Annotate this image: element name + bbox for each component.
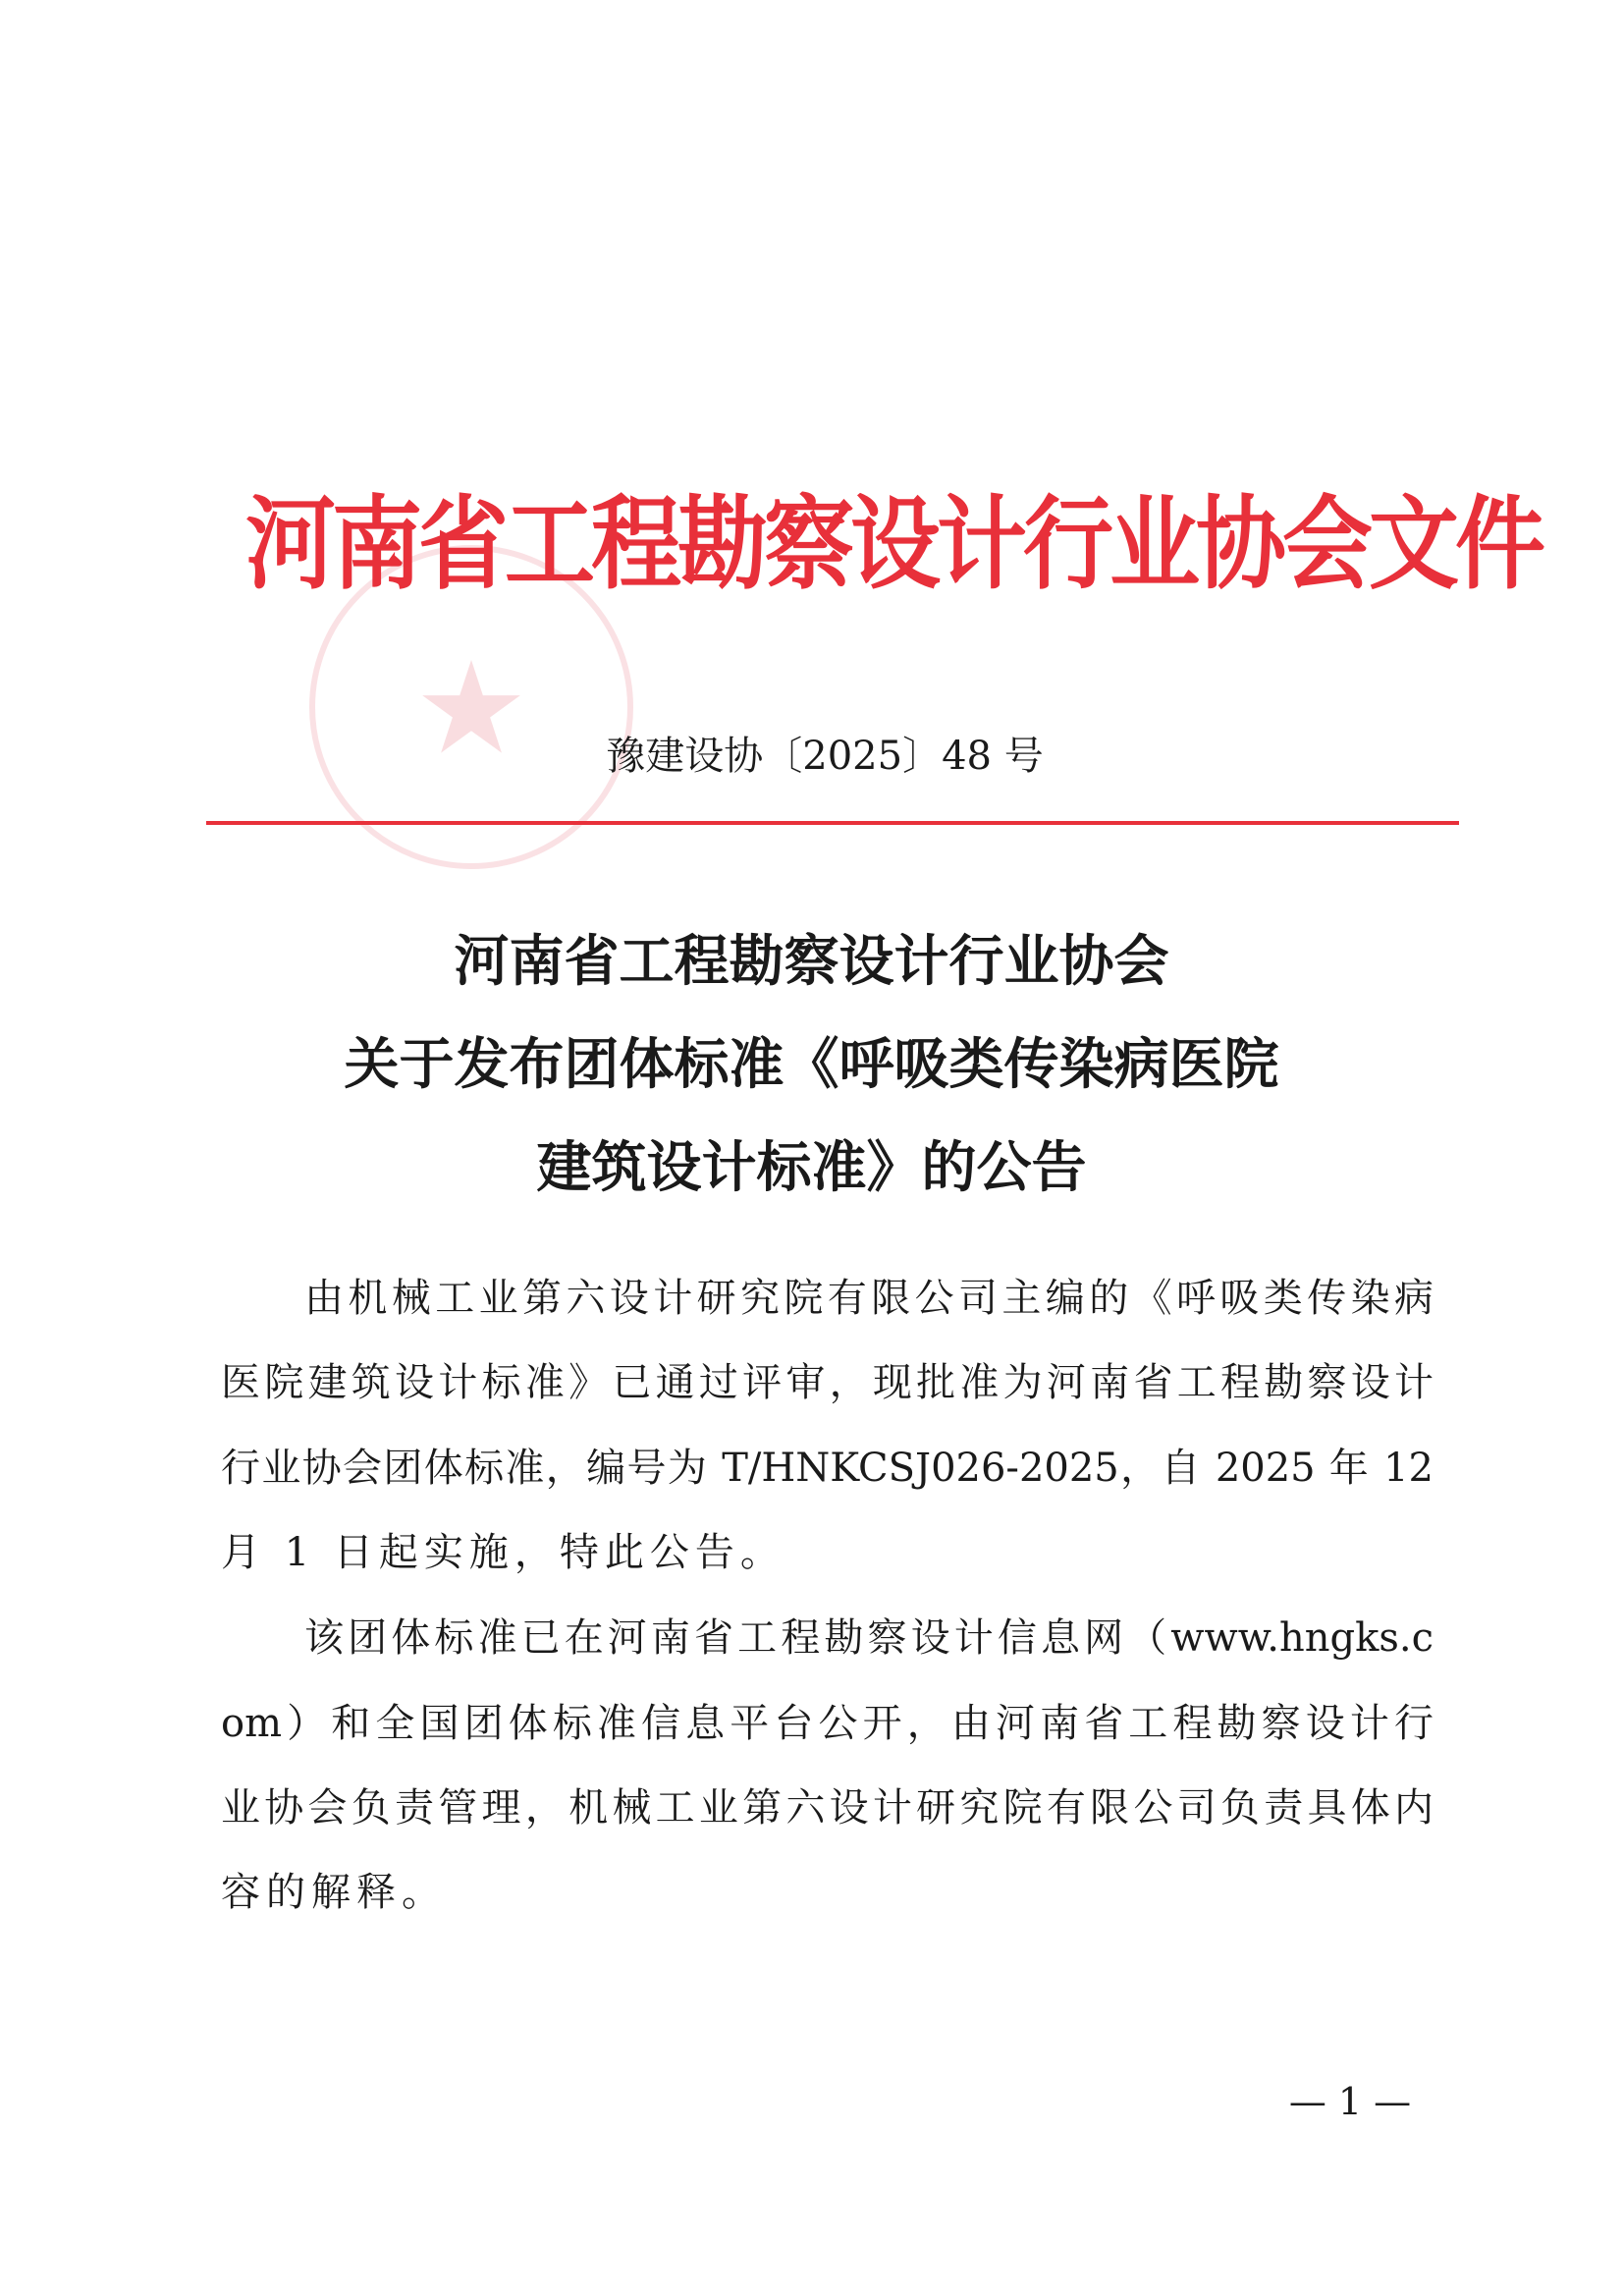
red-divider [206,821,1459,825]
masthead-title: 河南省工程勘察设计行业协会文件 [245,485,1542,604]
body-line: 容的解释。 [221,1870,447,1915]
body-line: om）和全国团体标准信息平台公开，由河南省工程勘察设计行 [221,1701,1434,1746]
body-line: 该团体标准已在河南省工程勘察设计信息网（www.hngks.c [304,1615,1434,1661]
notice-title-line-3: 建筑设计标准》的公告 [536,1136,1087,1200]
page-number: — 1 — [1288,2080,1412,2123]
notice-title-line-1: 河南省工程勘察设计行业协会 [454,930,1169,994]
body-line: 业协会负责管理，机械工业第六设计研究院有限公司负责具体内 [221,1785,1434,1831]
body-line: 行业协会团体标准，编号为 T/HNKCSJ026-2025，自 2025 年 12 [221,1446,1434,1491]
body-line: 月 1 日起实施，特此公告。 [221,1530,785,1575]
body-line: 医院建筑设计标准》已通过评审，现批准为河南省工程勘察设计 [221,1360,1434,1405]
star-icon: ★ [413,633,529,783]
body-line: 由机械工业第六设计研究院有限公司主编的《呼吸类传染病 [304,1276,1434,1321]
document-number: 豫建设协〔2025〕48 号 [606,734,1044,779]
notice-title-line-2: 关于发布团体标准《呼吸类传染病医院 [344,1033,1279,1097]
